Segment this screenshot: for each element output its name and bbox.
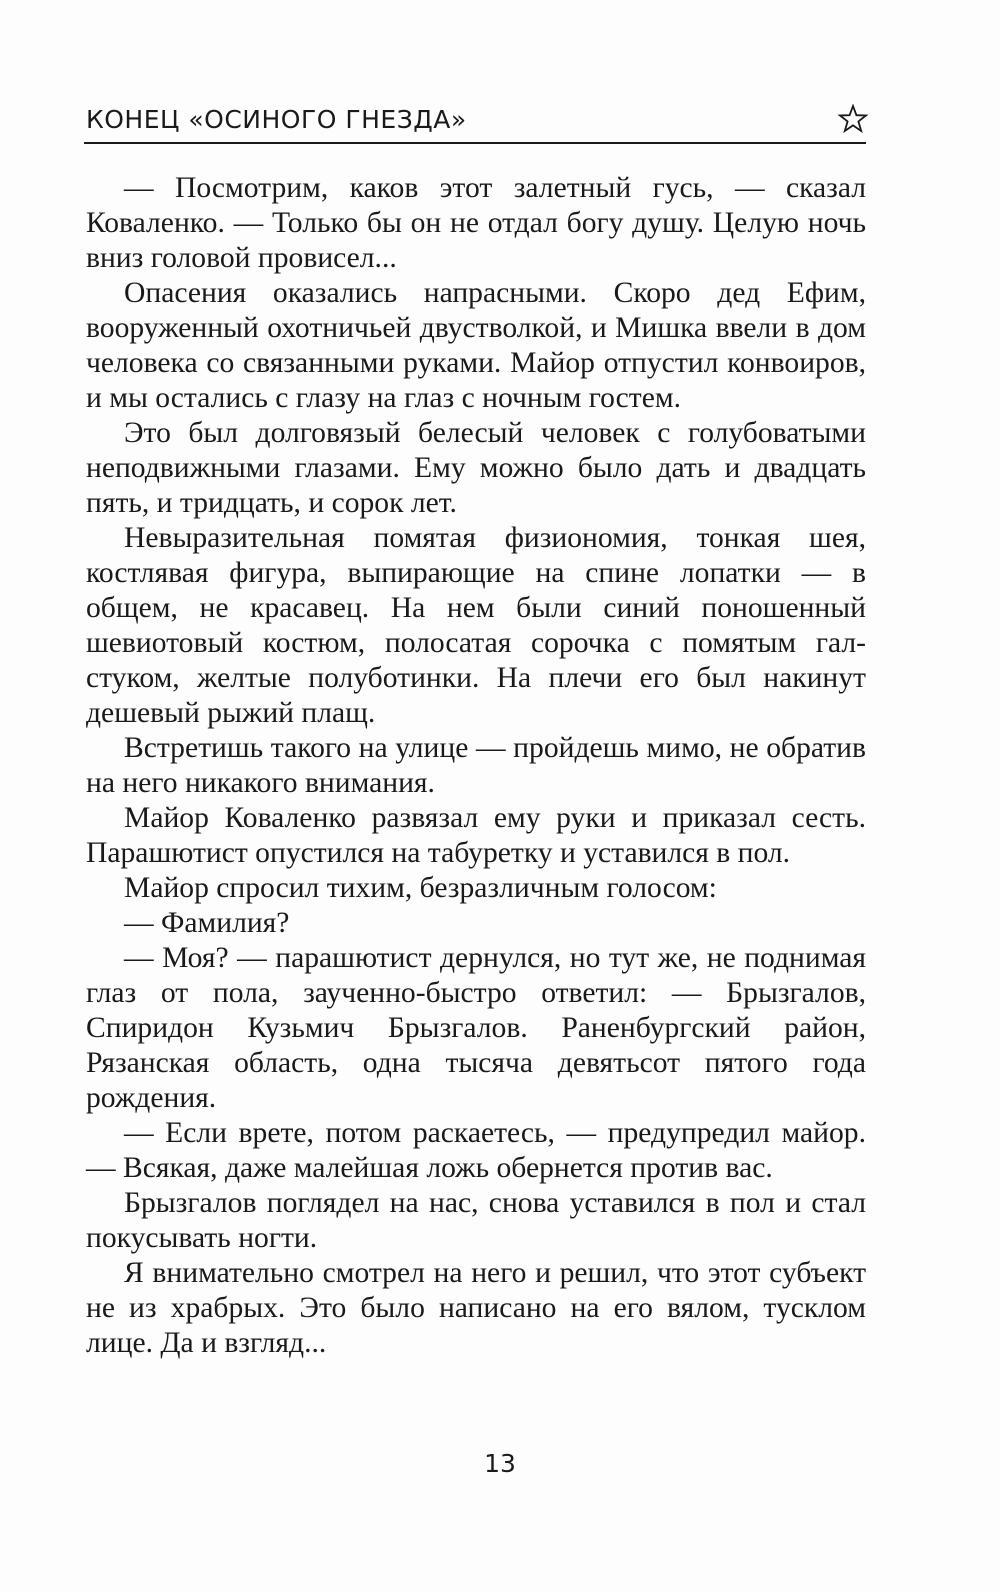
paragraph: Брызгалов поглядел на нас, снова уставился в пол и стал покусывать ногти.	[86, 1187, 866, 1254]
paragraph: Встретишь такого на улице — пройдешь мимо, не обратив на него никакого внимания.	[86, 732, 866, 799]
star-outline-icon	[838, 104, 868, 134]
paragraph: Опасения оказались напрасными. Скоро дед Ефим, вооруженный охотничьей двустволкой, и Мишка ввели в дом человека со связанными руками. Майор отпустил конвоиров, и мы остались с глазу на глаз с ночным гостем.	[86, 277, 866, 414]
paragraph: Я внимательно смотрел на него и решил, что этот субъект не из храбрых. Это было написано на его вялом, тусклом лице. Да и взгляд...	[86, 1257, 866, 1359]
paragraph: — Посмотрим, каков этот залетный гусь, — сказал Коваленко. — Только бы он не отдал богу душу. Целую ночь вниз головой провисел...	[86, 172, 866, 274]
paragraph: Это был долговязый белесый человек с голубоватыми неподвижными глазами. Ему можно было дать и двадцать пять, и тридцать, и сорок лет.	[86, 417, 866, 519]
running-header-title: КОНЕЦ «ОСИНОГО ГНЕЗДА»	[86, 105, 467, 134]
paragraph: Невыразительная помятая физиономия, тонкая шея, костлявая фигура, выпирающие на спине лопатки — в общем, не красавец. На нем были синий поношенный шевиотовый костюм, полосатая сорочка с помятым галстуком, желтые полуботинки. На плечи его был накинут дешевый рыжий плащ.	[86, 522, 866, 729]
paragraph: — Моя? — парашютист дернулся, но тут же, не поднимая глаз от пола, заученно-быстро ответил: — Брызгалов, Спиридон Кузьмич Брызгалов. Раненбургский район, Рязанская область, одна тысяча девятьсот пятого года рождения.	[86, 942, 866, 1114]
paragraph: Майор спросил тихим, безразличным голосом:	[124, 872, 717, 904]
page-number: 13	[484, 1449, 516, 1478]
paragraph: Майор Коваленко развязал ему руки и приказал сесть. Парашютист опустился на табуретку и уставился в пол.	[86, 802, 866, 869]
paragraph: — Фамилия?	[124, 907, 290, 939]
body-text	[86, 171, 866, 1361]
running-header	[84, 98, 866, 144]
paragraph: — Если врете, потом раскаетесь, — предупредил майор. — Всякая, даже малейшая ложь обернется против вас.	[86, 1117, 866, 1184]
